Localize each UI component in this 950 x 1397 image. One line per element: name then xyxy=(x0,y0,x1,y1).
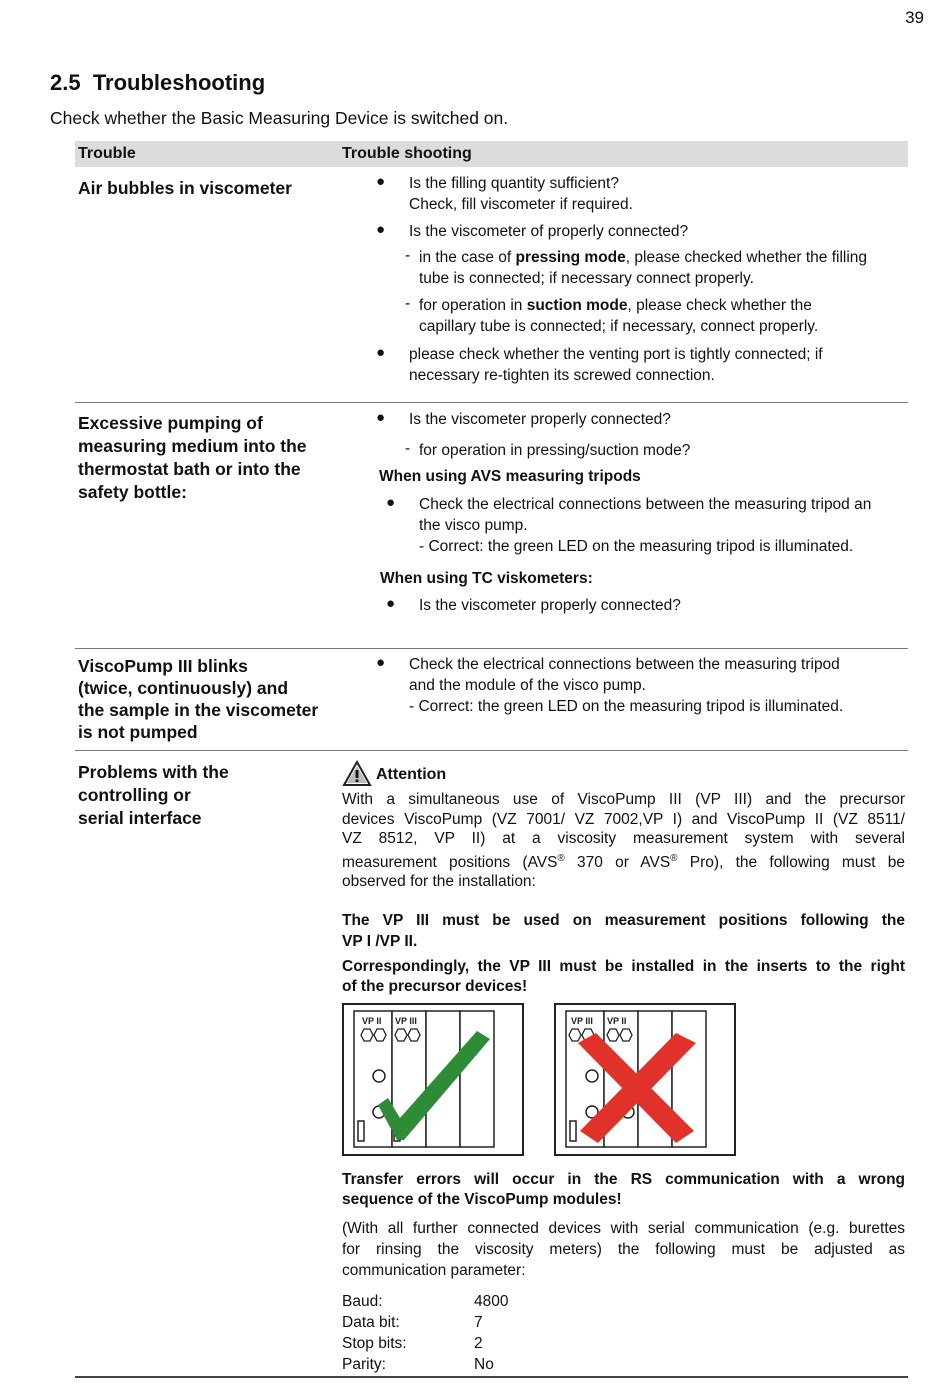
table-bottom-rule xyxy=(75,1376,908,1378)
img2-label-vp2: VP II xyxy=(607,1016,627,1026)
section-heading: Troubleshooting xyxy=(92,70,266,95)
row2-bullet2: Check the electrical connections between the measuring tripod an the visco pump. - Correct: the green LED on the measuring tripod is illuminated. xyxy=(419,496,872,555)
row4-trouble: Problems with the controlling or serial interface xyxy=(78,762,229,828)
dash-icon: - xyxy=(405,440,411,457)
bullet-icon: ● xyxy=(376,344,386,361)
row4-paragraph2: The VP III must be used on measurement positions following the VP I /VP II. xyxy=(342,912,905,950)
table-header xyxy=(75,141,908,167)
row2-dash1: for operation in pressing/suction mode? xyxy=(419,442,691,459)
row-divider xyxy=(75,648,908,649)
warning-triangle-icon xyxy=(342,760,372,792)
img2-label-vp3: VP III xyxy=(571,1016,593,1026)
row2-bullet3: Is the viscometer properly connected? xyxy=(419,597,681,614)
row1-bullet3: please check whether the venting port is tightly connected; if necessary re-tighten its screwed connection. xyxy=(409,346,823,384)
bullet-icon: ● xyxy=(376,409,386,426)
bullet-icon: ● xyxy=(376,654,386,671)
col-trouble: Trouble xyxy=(78,145,136,162)
correct-arrangement-figure xyxy=(342,1003,524,1161)
param-row: Parity: No xyxy=(342,1356,494,1373)
param-row: Baud: 4800 xyxy=(342,1293,509,1310)
section-number: 2.5 xyxy=(50,70,81,95)
bullet-icon: ● xyxy=(376,173,386,190)
row4-paragraph4: Transfer errors will occur in the RS communication with a wrong sequence of the ViscoPump modules! xyxy=(342,1171,905,1208)
row2-bullet1: Is the viscometer properly connected? xyxy=(409,411,671,428)
bullet-icon: ● xyxy=(376,221,386,238)
img1-label-vp2: VP II xyxy=(362,1016,382,1026)
row-divider xyxy=(75,402,908,403)
bullet-icon: ● xyxy=(386,595,396,612)
section-title xyxy=(50,70,265,96)
dash-icon: - xyxy=(405,247,411,264)
row1-bullet2: Is the viscometer of properly connected? xyxy=(409,223,689,240)
row2-subheading-avs: When using AVS measuring tripods xyxy=(379,468,641,485)
row1-dash2: for operation in suction mode, please check whether the capillary tube is connected; if necessary, connect properly. xyxy=(419,297,819,335)
page-number: 39 xyxy=(905,8,924,27)
bullet-icon: ● xyxy=(386,494,396,511)
row-divider xyxy=(75,750,908,751)
row2-subheading-tc: When using TC viskometers: xyxy=(380,570,593,587)
attention-label: Attention xyxy=(376,766,447,783)
param-row: Data bit: 7 xyxy=(342,1314,483,1331)
row3-trouble: ViscoPump III blinks (twice, continuously) and the sample in the viscometer is not pumped xyxy=(78,656,319,742)
param-row: Stop bits: 2 xyxy=(342,1335,483,1352)
dash-icon: - xyxy=(405,295,411,312)
row2-trouble: Excessive pumping of measuring medium into the thermostat bath or into the safety bottle: xyxy=(78,413,307,502)
col-trouble-shooting: Trouble shooting xyxy=(342,145,472,162)
row4-paragraph1: With a simultaneous use of ViscoPump III (VP III) and the precursor devices ViscoPump (VZ 7001/ VZ 7002,VP I) and ViscoPump II (VZ 8511/ VZ 8512, VP II) at a viscosity measurement system with several measurement positions (AVS® 370 or AVS® Pro), the following must be observed for the installation: xyxy=(342,791,905,891)
row4-paragraph3: Correspondingly, the VP III must be installed in the inserts to the right of the precursor devices! xyxy=(342,958,905,995)
intro-text: Check whether the Basic Measuring Device is switched on. xyxy=(50,108,509,128)
communication-parameters xyxy=(342,1291,508,1375)
row1-dash1: in the case of pressing mode, please checked whether the filling tube is connected; if necessary connect properly. xyxy=(419,249,868,287)
row1-trouble: Air bubbles in viscometer xyxy=(78,178,292,198)
row4-paragraph5: (With all further connected devices with serial communication (e.g. burettes for rinsing the viscosity meters) the following must be adjusted as communication parameter: xyxy=(342,1220,905,1279)
row3-bullet1: Check the electrical connections between the measuring tripod and the module of the visco pump. - Correct: the green LED on the measuring tripod is illuminated. xyxy=(409,656,844,715)
row1-bullet1: Is the filling quantity sufficient? Check, fill viscometer if required. xyxy=(409,175,633,213)
img1-label-vp3: VP III xyxy=(395,1016,417,1026)
wrong-arrangement-figure xyxy=(554,1003,736,1161)
